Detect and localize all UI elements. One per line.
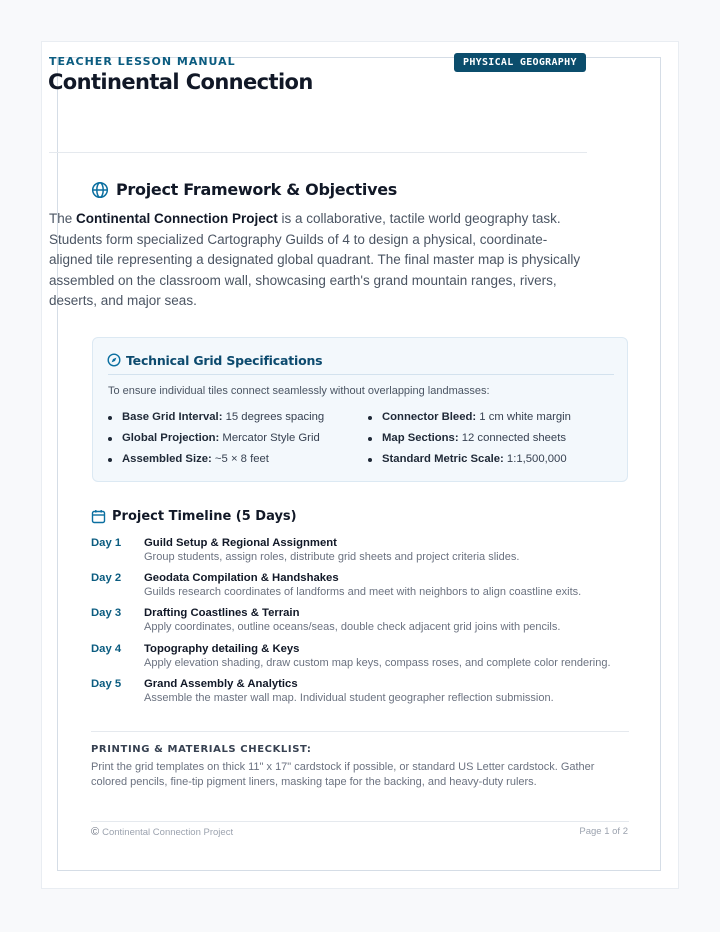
page-title: Continental Connection — [48, 70, 313, 94]
timeline-day: Day 2 — [91, 572, 122, 584]
checklist-text: Print the grid templates on thick 11" x 17" cardstock if possible, or standard US Letter cardstock. Gather colored pencils, fine-tip pigment liners, masking tape for the backing, and heavy-duty rulers. — [91, 761, 595, 788]
footer-divider — [91, 821, 629, 822]
timeline-heading: Project Timeline (5 Days) — [112, 509, 297, 524]
compass-icon — [107, 353, 121, 372]
timeline-day: Day 5 — [91, 678, 122, 690]
spec-item: Base Grid Interval: 15 degrees spacing — [108, 407, 324, 428]
document-eyebrow: TEACHER LESSON MANUAL — [49, 55, 236, 68]
subject-badge: PHYSICAL GEOGRAPHY — [454, 53, 586, 72]
framework-heading: Project Framework & Objectives — [116, 180, 397, 199]
timeline-row — [91, 643, 651, 675]
page-number: Page 1 of 2 — [579, 826, 628, 837]
specifications-divider — [108, 374, 614, 375]
checklist-heading: PRINTING & MATERIALS CHECKLIST: — [91, 744, 312, 755]
timeline-title: Drafting Coastlines & Terrain — [144, 607, 300, 619]
timeline-title: Guild Setup & Regional Assignment — [144, 537, 337, 549]
spec-item: Assembled Size: ~5 × 8 feet — [108, 449, 324, 470]
spec-item: Global Projection: Mercator Style Grid — [108, 428, 324, 449]
header-divider — [49, 152, 587, 153]
timeline-row — [91, 537, 651, 569]
globe-icon — [91, 181, 109, 204]
timeline-row — [91, 678, 651, 710]
copyright-icon: © — [91, 826, 100, 838]
timeline-row — [91, 572, 651, 604]
timeline-title: Geodata Compilation & Handshakes — [144, 572, 339, 584]
grid-specifications-card — [92, 337, 628, 482]
project-name: Continental Connection Project — [76, 211, 278, 226]
timeline-description: Group students, assign roles, distribute grid sheets and project criteria slides. — [144, 551, 520, 563]
timeline-day: Day 3 — [91, 607, 122, 619]
spec-item: Map Sections: 12 connected sheets — [368, 428, 571, 449]
checklist-divider — [91, 731, 629, 732]
spec-item: Standard Metric Scale: 1:1,500,000 — [368, 449, 571, 470]
specifications-intro: To ensure individual tiles connect seamlessly without overlapping landmasses: — [108, 385, 490, 397]
specifications-list-left — [108, 407, 324, 470]
timeline-description: Apply coordinates, outline oceans/seas, double check adjacent grid joins with pencils. — [144, 621, 561, 633]
timeline-day: Day 4 — [91, 643, 122, 655]
timeline-description: Guilds research coordinates of landforms and meet with neighbors to align coastline exits. — [144, 586, 582, 598]
spec-item: Connector Bleed: 1 cm white margin — [368, 407, 571, 428]
timeline-row — [91, 607, 651, 639]
timeline-day: Day 1 — [91, 537, 122, 549]
footer-project: © Continental Connection Project — [91, 826, 234, 838]
framework-intro: The Continental Connection Project is a collaborative, tactile world geography task. Students form specialized Cartography Guilds of 4 to design a physical, coordinate-aligned tile representing a designated global quadrant. The final master map is physically assembled on the classroom wall, showcasing earth's grand mountain ranges, rivers, deserts, and major seas. — [49, 211, 581, 308]
timeline-title: Topography detailing & Keys — [144, 643, 300, 655]
calendar-icon — [91, 509, 106, 529]
timeline-title: Grand Assembly & Analytics — [144, 678, 298, 690]
specifications-heading: Technical Grid Specifications — [126, 353, 323, 368]
timeline-description: Assemble the master wall map. Individual student geographer reflection submission. — [144, 692, 554, 704]
timeline-description: Apply elevation shading, draw custom map keys, compass roses, and complete color rendering. — [144, 657, 611, 669]
specifications-list-right — [368, 407, 571, 470]
